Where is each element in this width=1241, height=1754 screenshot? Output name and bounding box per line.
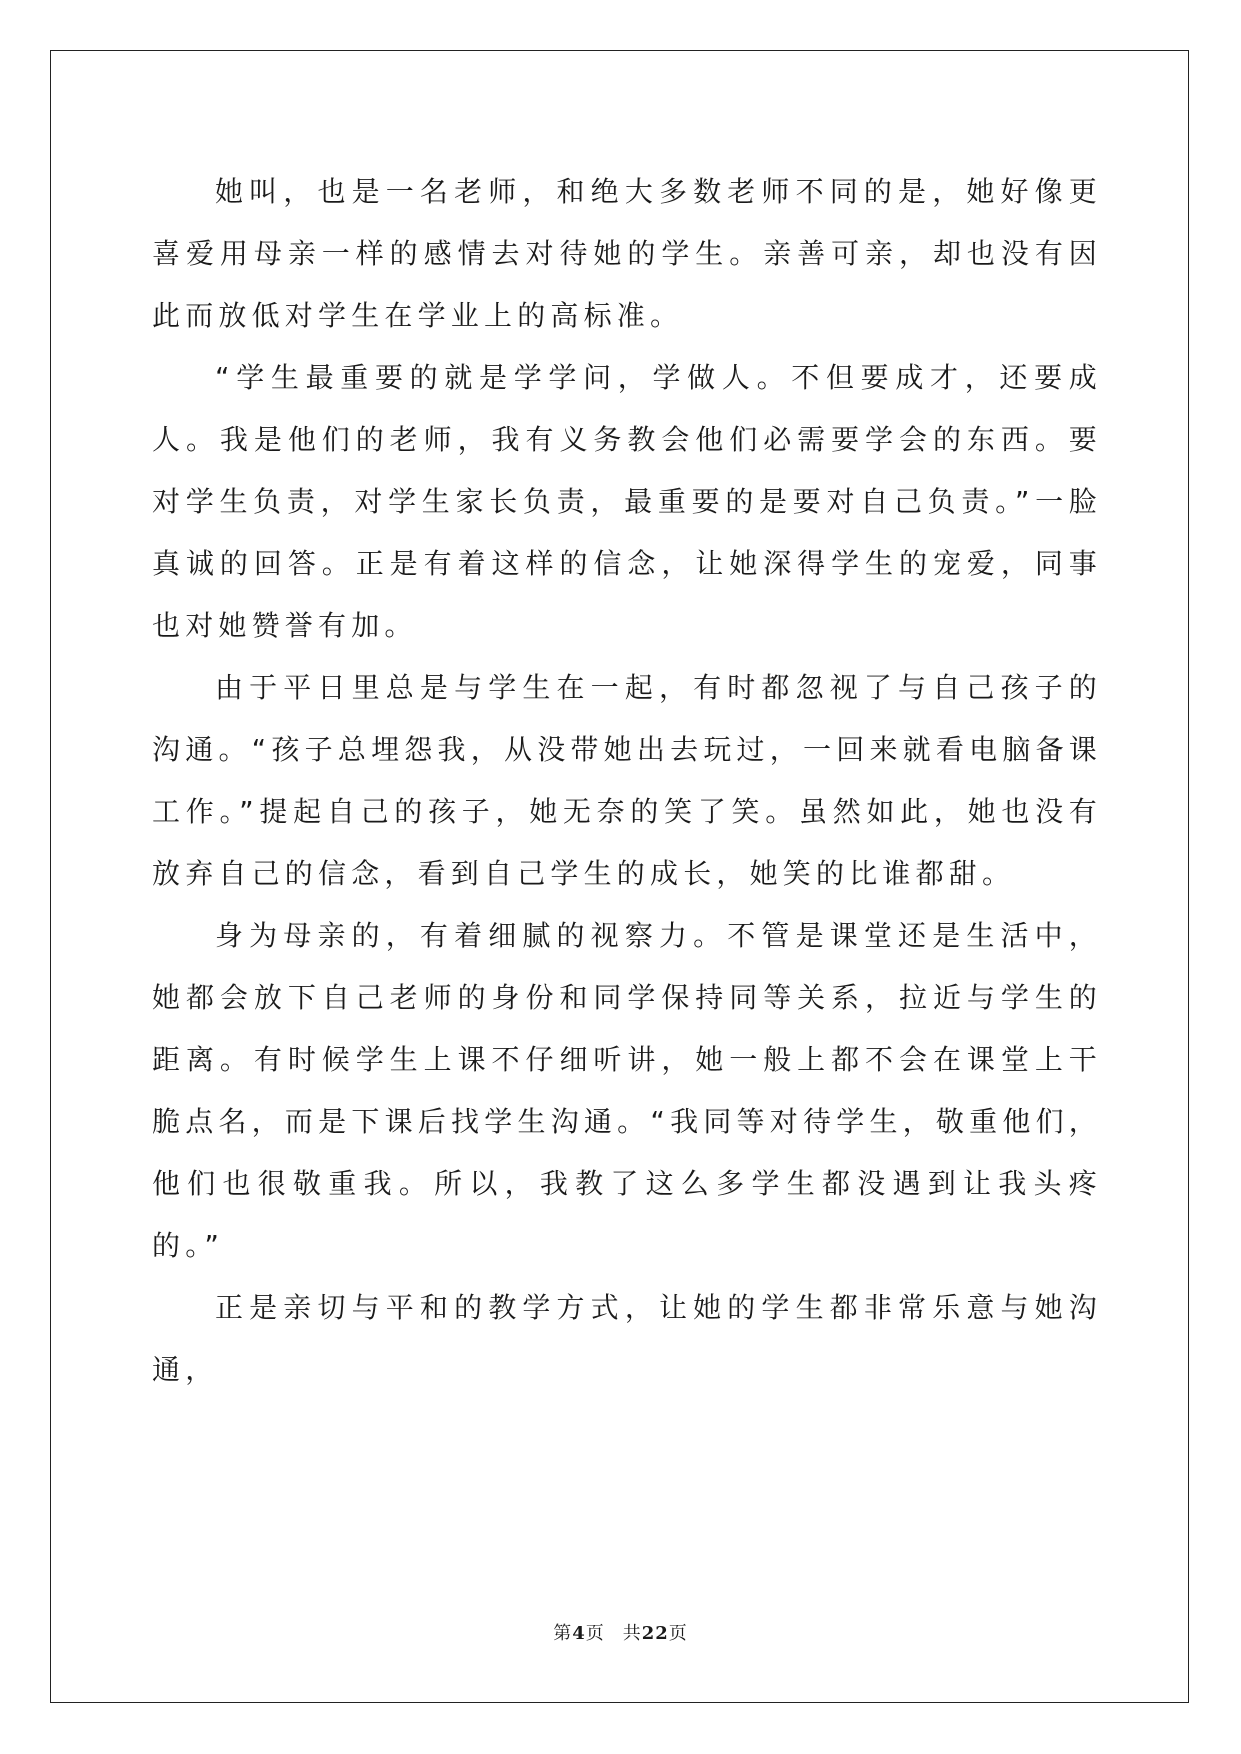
page-suffix: 页 bbox=[585, 1623, 605, 1644]
paragraph-1: 她叫，也是一名老师，和绝大多数老师不同的是，她好像更喜爱用母亲一样的感情去对待她的学生。亲善可亲，却也没有因此而放低对学生在学业上的高标准。 bbox=[152, 175, 1102, 332]
total-pages: 22 bbox=[641, 1623, 669, 1644]
paragraph-2: “学生最重要的就是学学问，学做人。不但要成才，还要成人。我是他们的老师，我有义务教会他们必需要学会的东西。要对学生负责，对学生家长负责，最重要的是要对自己负责。”一脸真诚的回答。正是有着这样的信念，让她深得学生的宠爱，同事也对她赞誉有加。 bbox=[152, 361, 1102, 642]
total-suffix: 页 bbox=[668, 1623, 688, 1644]
page-prefix: 第 bbox=[553, 1623, 573, 1644]
paragraph-3: 由于平日里总是与学生在一起，有时都忽视了与自己孩子的沟通。“孩子总埋怨我，从没带她出去玩过，一回来就看电脑备课工作。”提起自己的孩子，她无奈的笑了笑。虽然如此，她也没有放弃自己的信念，看到自己学生的成长，她笑的比谁都甜。 bbox=[152, 671, 1102, 890]
page-footer bbox=[0, 1619, 1241, 1645]
document-body bbox=[152, 161, 1102, 1401]
paragraph-5: 正是亲切与平和的教学方式，让她的学生都非常乐意与她沟通， bbox=[152, 1291, 1102, 1386]
total-prefix: 共 bbox=[622, 1623, 642, 1644]
paragraph-4: 身为母亲的，有着细腻的视察力。不管是课堂还是生活中，她都会放下自己老师的身份和同学保持同等关系，拉近与学生的距离。有时候学生上课不仔细听讲，她一般上都不会在课堂上干脆点名，而是下课后找学生沟通。“我同等对待学生，敬重他们，他们也很敬重我。所以，我教了这么多学生都没遇到让我头疼的。” bbox=[152, 919, 1102, 1262]
page-number: 4 bbox=[572, 1623, 586, 1644]
